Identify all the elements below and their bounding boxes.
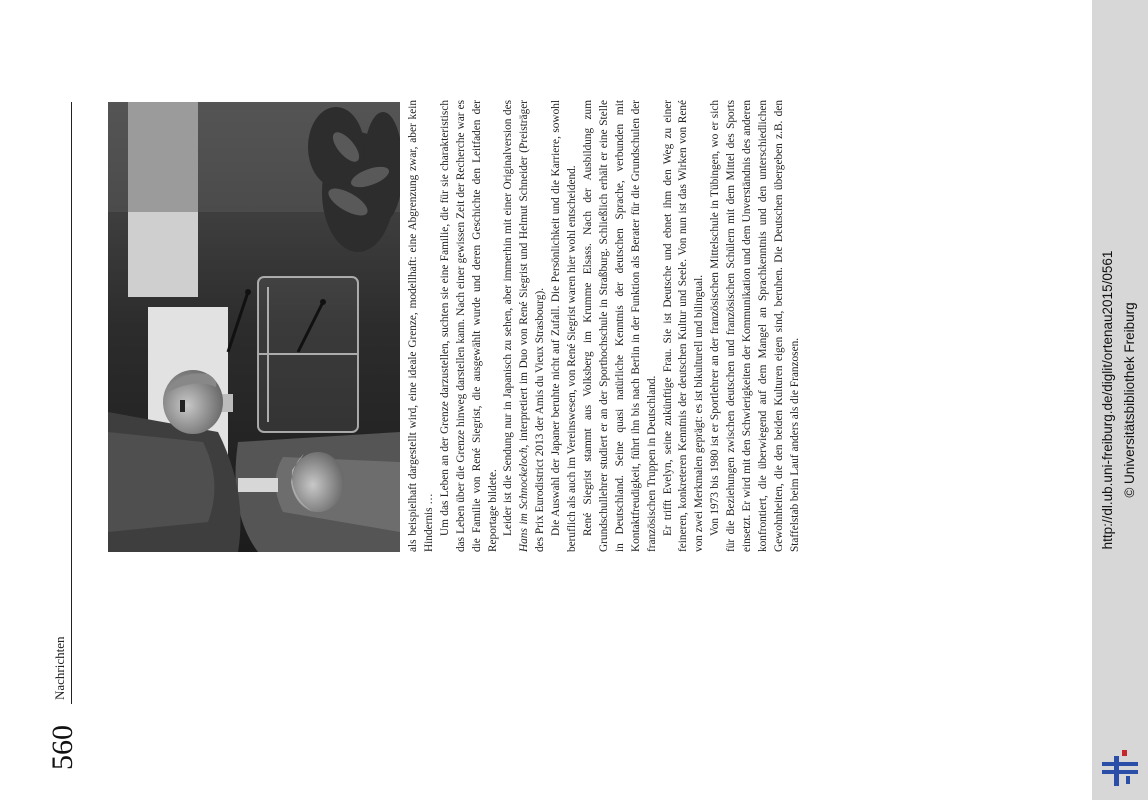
paragraph-3-text-b: , interpretiert im Duo von René Siegrist und Helmut Schneider (Preisträger des Prix Eurodistrict 2013 der Amis du Vieux Strasbourg).: [518, 100, 547, 552]
song-title: Hans im Schnockeloch: [518, 447, 531, 552]
copyright-notice: © Universitätsbibliothek Freiburg: [1122, 302, 1137, 498]
paragraph-7: Von 1973 bis 1980 ist er Sportlehrer an der französischen Mittelschule in Tübingen, wo er sich für die Beziehungen zwischen deutschen und französischen Schülern mit dem Mittel des Sports einsetzt. Er wird mit den Schwierigkeiten der Kommunikation und dem Unverständnis des anderen konfrontiert, die überwiegend auf dem Mangel an Sprachkenntnis und den unterschiedlichen Gewohnheiten, die den beiden Kulturen eigen sind, beruhen. Die Deutschen übergeben z.B. den Staffelstab beim Lauf anders als die Franzosen.: [709, 100, 801, 552]
paragraph-3: [501, 100, 549, 552]
paragraph-1: als beispielhaft dargestellt wird, eine ideale Grenze, modellhaft: eine Abgrenzung zwar, aber kein Hindernis …: [407, 100, 435, 552]
paragraph-5: René Siegrist stammt aus Volksberg im Krumme Elsass. Nach der Ausbildung zum Grundschullehrer studiert er an der Sporthochschule in Straßburg. Schließlich erhält er eine Stelle in Deutschland. Seine quasi natürliche Kenntnis der deutschen Sprache, verbunden mit Kontaktfreudigkeit, führt ihn bis nach Berlin in der Funktion als Berater für die Grundschulen der französischen Truppen in Deutschland.: [581, 100, 658, 552]
header-rule: [71, 102, 72, 704]
photo-two-men-at-lectern: [108, 102, 400, 552]
paragraph-6: Er trifft Evelyn, seine zukünftige Frau. Sie ist Deutsche und ebnet ihm den Weg zu einer feineren, konkreteren Kenntnis der deutschen Kultur und Seele. Von nun ist das Wirken von René von zwei Merkmalen geprägt: es ist bikulturell und bilingual.: [661, 100, 706, 552]
library-sidebar: [1092, 0, 1148, 800]
paragraph-4: Die Auswahl der Japaner beruhte nicht auf Zufall. Die Persönlichkeit und die Karriere, sowohl beruflich als auch im Vereinswesen, von René Siegrist waren hier wohl entscheidend.: [550, 100, 579, 552]
permalink-url[interactable]: http://dl.ub.uni-freiburg.de/diglit/ortenau2015/0561: [1100, 250, 1115, 550]
page-number: 560: [46, 725, 79, 770]
paragraph-2: Um das Leben an der Grenze darzustellen, suchten sie eine Familie, die für sie charakteristisch das Leben über die Grenze hinweg darstellen kann. Nach einer gewissen Zeit der Recherche war es die Familie von René Siegrist, die ausgewählt wurde und deren Geschichte den Leitfaden der Reportage bildete.: [438, 100, 499, 552]
library-logo-icon: [1102, 748, 1138, 788]
running-head: Nachrichten: [52, 636, 67, 700]
photo-image: [108, 102, 400, 552]
paragraph-3-text-a: Leider ist die Sendung nur in Japanisch zu sehen, aber immerhin mit einer Originalversion des: [502, 100, 515, 536]
sidebar-text: [1092, 0, 1148, 800]
article-body: [406, 100, 804, 552]
